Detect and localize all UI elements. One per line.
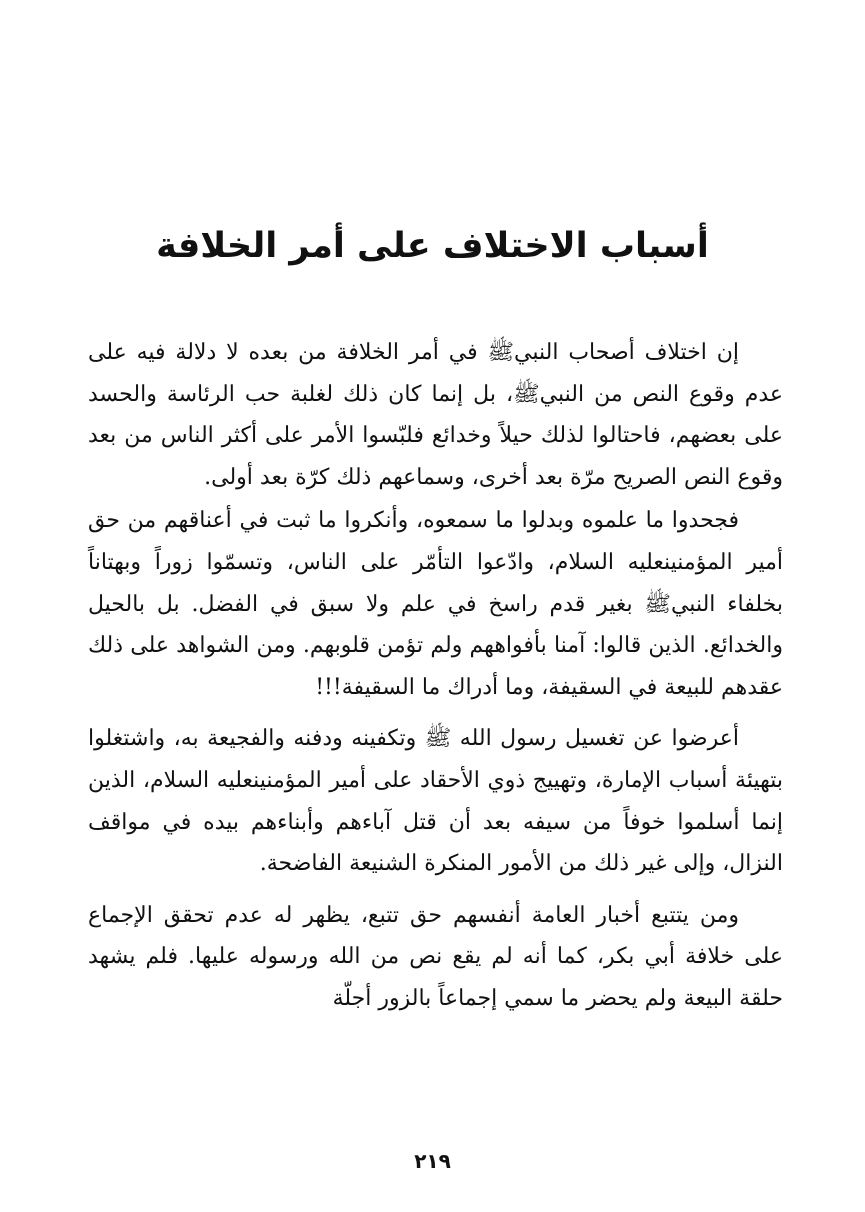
paragraph-4: ومن يتتبع أخبار العامة أنفسهم حق تتبع، يظهر له عدم تحقق الإجماع على خلافة أبي بكر، كما أنه لم يقع نص من الله ورسوله عليها. فلم يشهد حلقة البيعة ولم يحضر ما سمي إجماعاً بالزور أجلّة <box>88 902 783 1011</box>
paragraph-3: أعرضوا عن تغسيل رسول الله ﷺ وتكفينه ودفنه والفجيعة به، واشتغلوا بتهيئة أسباب الإمارة، وتهييج ذوي الأحقاد على أمير المؤمنينعليه السلام، الذين إنما أسلموا خوفاً من سيفه بعد أن قتل آباءهم وأبناءهم بيده في مواقف النزال، وإلى غير ذلك من الأمور المنكرة الشنيعة الفاضحة. <box>88 726 783 877</box>
body-text <box>88 332 783 1020</box>
page-number: ٢١٩ <box>414 1149 451 1173</box>
paragraph-1: إن اختلاف أصحاب النبيﷺ في أمر الخلافة من بعده لا دلالة فيه على عدم وقوع النص من النبيﷺ، بل إنما كان ذلك لغلبة حب الرئاسة والحسد على بعضهم، فاحتالوا لذلك حيلاً وخدائع فلبّسوا الأمر على أكثر الناس من بعد وقوع النص الصريح مرّة بعد أخرى، وسماعهم ذلك كرّة بعد أولى. <box>88 340 783 490</box>
paragraph-2: فجحدوا ما علموه وبدلوا ما سمعوه، وأنكروا ما ثبت في أعناقهم من حق أمير المؤمنينعليه السلام، وادّعوا التأمّر على الناس، وتسمّوا زوراً وبهتاناً بخلفاء النبيﷺ بغير قدم راسخ في علم ولا سبق في الفضل. بل بالحيل والخدائع. الذين قالوا: آمنا بأفواههم ولم تؤمن قلوبهم. ومن الشواهد على ذلك عقدهم للبيعة في السقيفة، وما أدراك ما السقيفة!!! <box>88 508 783 700</box>
chapter-title: أسباب الاختلاف على أمر الخلافة <box>156 226 709 266</box>
